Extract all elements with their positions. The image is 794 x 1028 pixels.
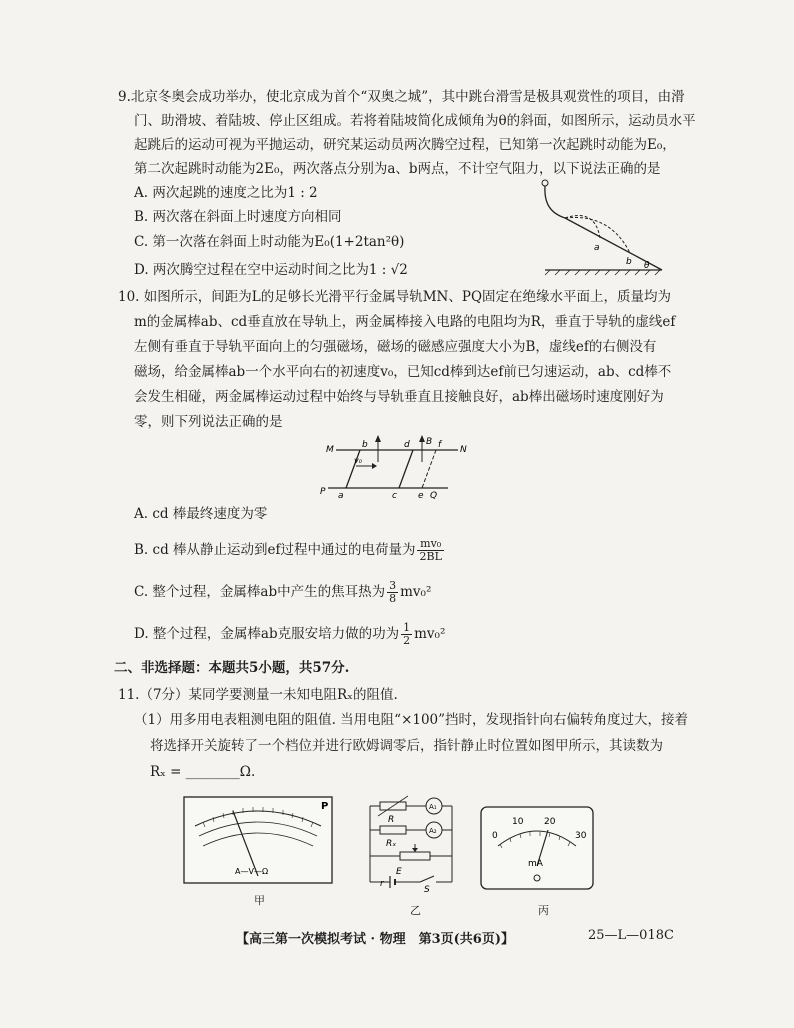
rail-label-v0: v₀ [354,456,362,465]
multimeter-label-bottom: A—V—Ω [235,867,269,876]
q9-line1: 9.北京冬奥会成功举办，使北京成为首个“双奥之城”，其中跳台滑雪是极具观赏性的项目，由滑 [118,89,685,105]
circuit-label-E: E [396,867,402,877]
ma-meter-tick-10: 10 [512,817,524,827]
caption-bing: 丙 [538,904,549,917]
q11-line1: 11.（7分）某同学要测量一未知电阻Rₓ的阻值. [118,687,398,703]
q10-line1: 10. 如图所示，间距为L的足够长光滑平行金属导轨MN、PQ固定在绝缘水平面上，质量均为 [118,289,672,305]
q10-option-c-numerator: 3 [389,579,397,592]
q10-option-b-fraction [417,538,443,563]
ski-label-a: a [594,243,600,253]
ma-meter-tick-30: 30 [575,831,587,841]
rail-label-N: N [460,445,467,455]
circuit-figure [360,794,470,894]
q10-option-d-numerator: 1 [403,621,411,634]
caption-jia: 甲 [254,894,265,907]
ski-label-theta: θ [644,261,650,271]
q10-option-d-fraction [401,622,412,647]
circuit-label-A2: A₂ [429,827,437,835]
multimeter-label-p: P [321,801,329,812]
rail-label-b: b [362,440,368,450]
q9-option-d: D. 两次腾空过程在空中运动时间之比为1 : √2 [134,262,408,278]
exam-code: 25—L—018C [588,928,674,943]
ski-label-b: b [626,257,632,267]
q9-option-a: A. 两次起跳的速度之比为1 : 2 [134,185,318,201]
q10-line4: 磁场，给金属棒ab一个水平向右的初速度v₀，已知cd棒到达ef前已匀速运动，ab、cd棒不 [134,364,672,380]
q9-line4: 第二次起跳时动能为2E₀，两次落点分别为a、b两点，不计空气阻力，以下说法正确的是 [134,161,661,177]
rail-label-c: c [392,491,397,500]
q9-line3: 起跳后的运动可视为平抛运动，研究某运动员两次腾空过程，已知第一次起跳时动能为E₀， [134,137,676,153]
q10-option-b-denominator: 2BL [419,550,442,563]
rail-label-P: P [320,487,326,497]
q10-option-a: A. cd 棒最终速度为零 [134,506,268,522]
rail-label-d: d [404,440,410,450]
circuit-label-Rx: Rₓ [386,839,397,849]
rail-label-a: a [338,491,344,500]
rail-label-B: B [426,437,433,447]
ma-meter-tick-20: 20 [544,817,556,827]
caption-yi: 乙 [410,904,421,917]
ma-meter-figure [480,806,600,896]
q10-line5: 会发生相碰，两金属棒运动过程中始终与导轨垂直且接触良好，ab棒出磁场时速度刚好为 [134,389,664,405]
q11-line3: 将选择开关旋转了一个档位并进行欧姆调零后，指针静止时位置如图甲所示，其读数为 [150,738,663,754]
q10-option-d-denominator: 2 [403,634,411,647]
q9-option-b: B. 两次落在斜面上时速度方向相同 [134,209,342,225]
circuit-label-R: R [388,815,395,825]
q10-option-c-unit: mv₀² [400,584,432,600]
circuit-label-r: r [380,879,384,889]
q10-line3: 左侧有垂直于导轨平面向上的匀强磁场，磁场的磁感应强度大小为B，虚线ef的右侧没有 [134,339,657,355]
ski-jump-figure [540,178,665,278]
q10-option-d-text: D. 整个过程，金属棒ab克服安培力做的功为 [134,626,400,642]
q10-option-c [134,580,431,605]
q10-option-d-unit: mv₀² [414,626,446,642]
q10-option-d [134,622,445,647]
q10-option-c-fraction [387,580,398,605]
q10-option-c-text: C. 整个过程，金属棒ab中产生的焦耳热为 [134,584,386,600]
q10-line6: 零，则下列说法正确的是 [134,414,283,430]
q10-option-b [134,538,446,563]
rail-label-f: f [438,440,442,450]
section2-heading: 二、非选择题：本题共5小题，共57分. [114,660,350,676]
rail-figure [318,432,468,500]
q9-option-c: C. 第一次落在斜面上时动能为E₀(1+2tan²θ) [134,234,405,250]
q11-line4: Rₓ = ________Ω. [150,764,256,780]
rail-label-Q: Q [430,491,438,500]
circuit-label-A1: A₁ [429,803,437,811]
q10-option-b-numerator: mv₀ [417,538,443,551]
q10-option-c-denominator: 8 [389,592,397,605]
multimeter-figure [183,796,333,886]
rail-label-M: M [326,445,334,455]
circuit-label-S: S [424,885,430,894]
q10-line2: m的金属棒ab、cd垂直放在导轨上，两金属棒接入电路的电阻均为R，垂直于导轨的虚线ef [134,314,676,330]
rail-label-e: e [418,491,424,500]
q11-line2: （1）用多用电表粗测电阻的阻值. 当用电阻“×100”挡时，发现指针向右偏转角度过大，接着 [134,712,689,728]
q10-option-b-text: B. cd 棒从静止运动到ef过程中通过的电荷量为 [134,542,416,558]
ma-meter-tick-0: 0 [492,831,498,841]
ma-meter-unit: mA [528,859,543,869]
page-footer: 【高三第一次模拟考试 · 物理 第3页(共6页)】 [236,932,514,947]
q9-line2: 门、助滑坡、着陆坡、停止区组成。若将着陆坡简化成倾角为θ的斜面，如图所示，运动员水平 [134,113,696,129]
